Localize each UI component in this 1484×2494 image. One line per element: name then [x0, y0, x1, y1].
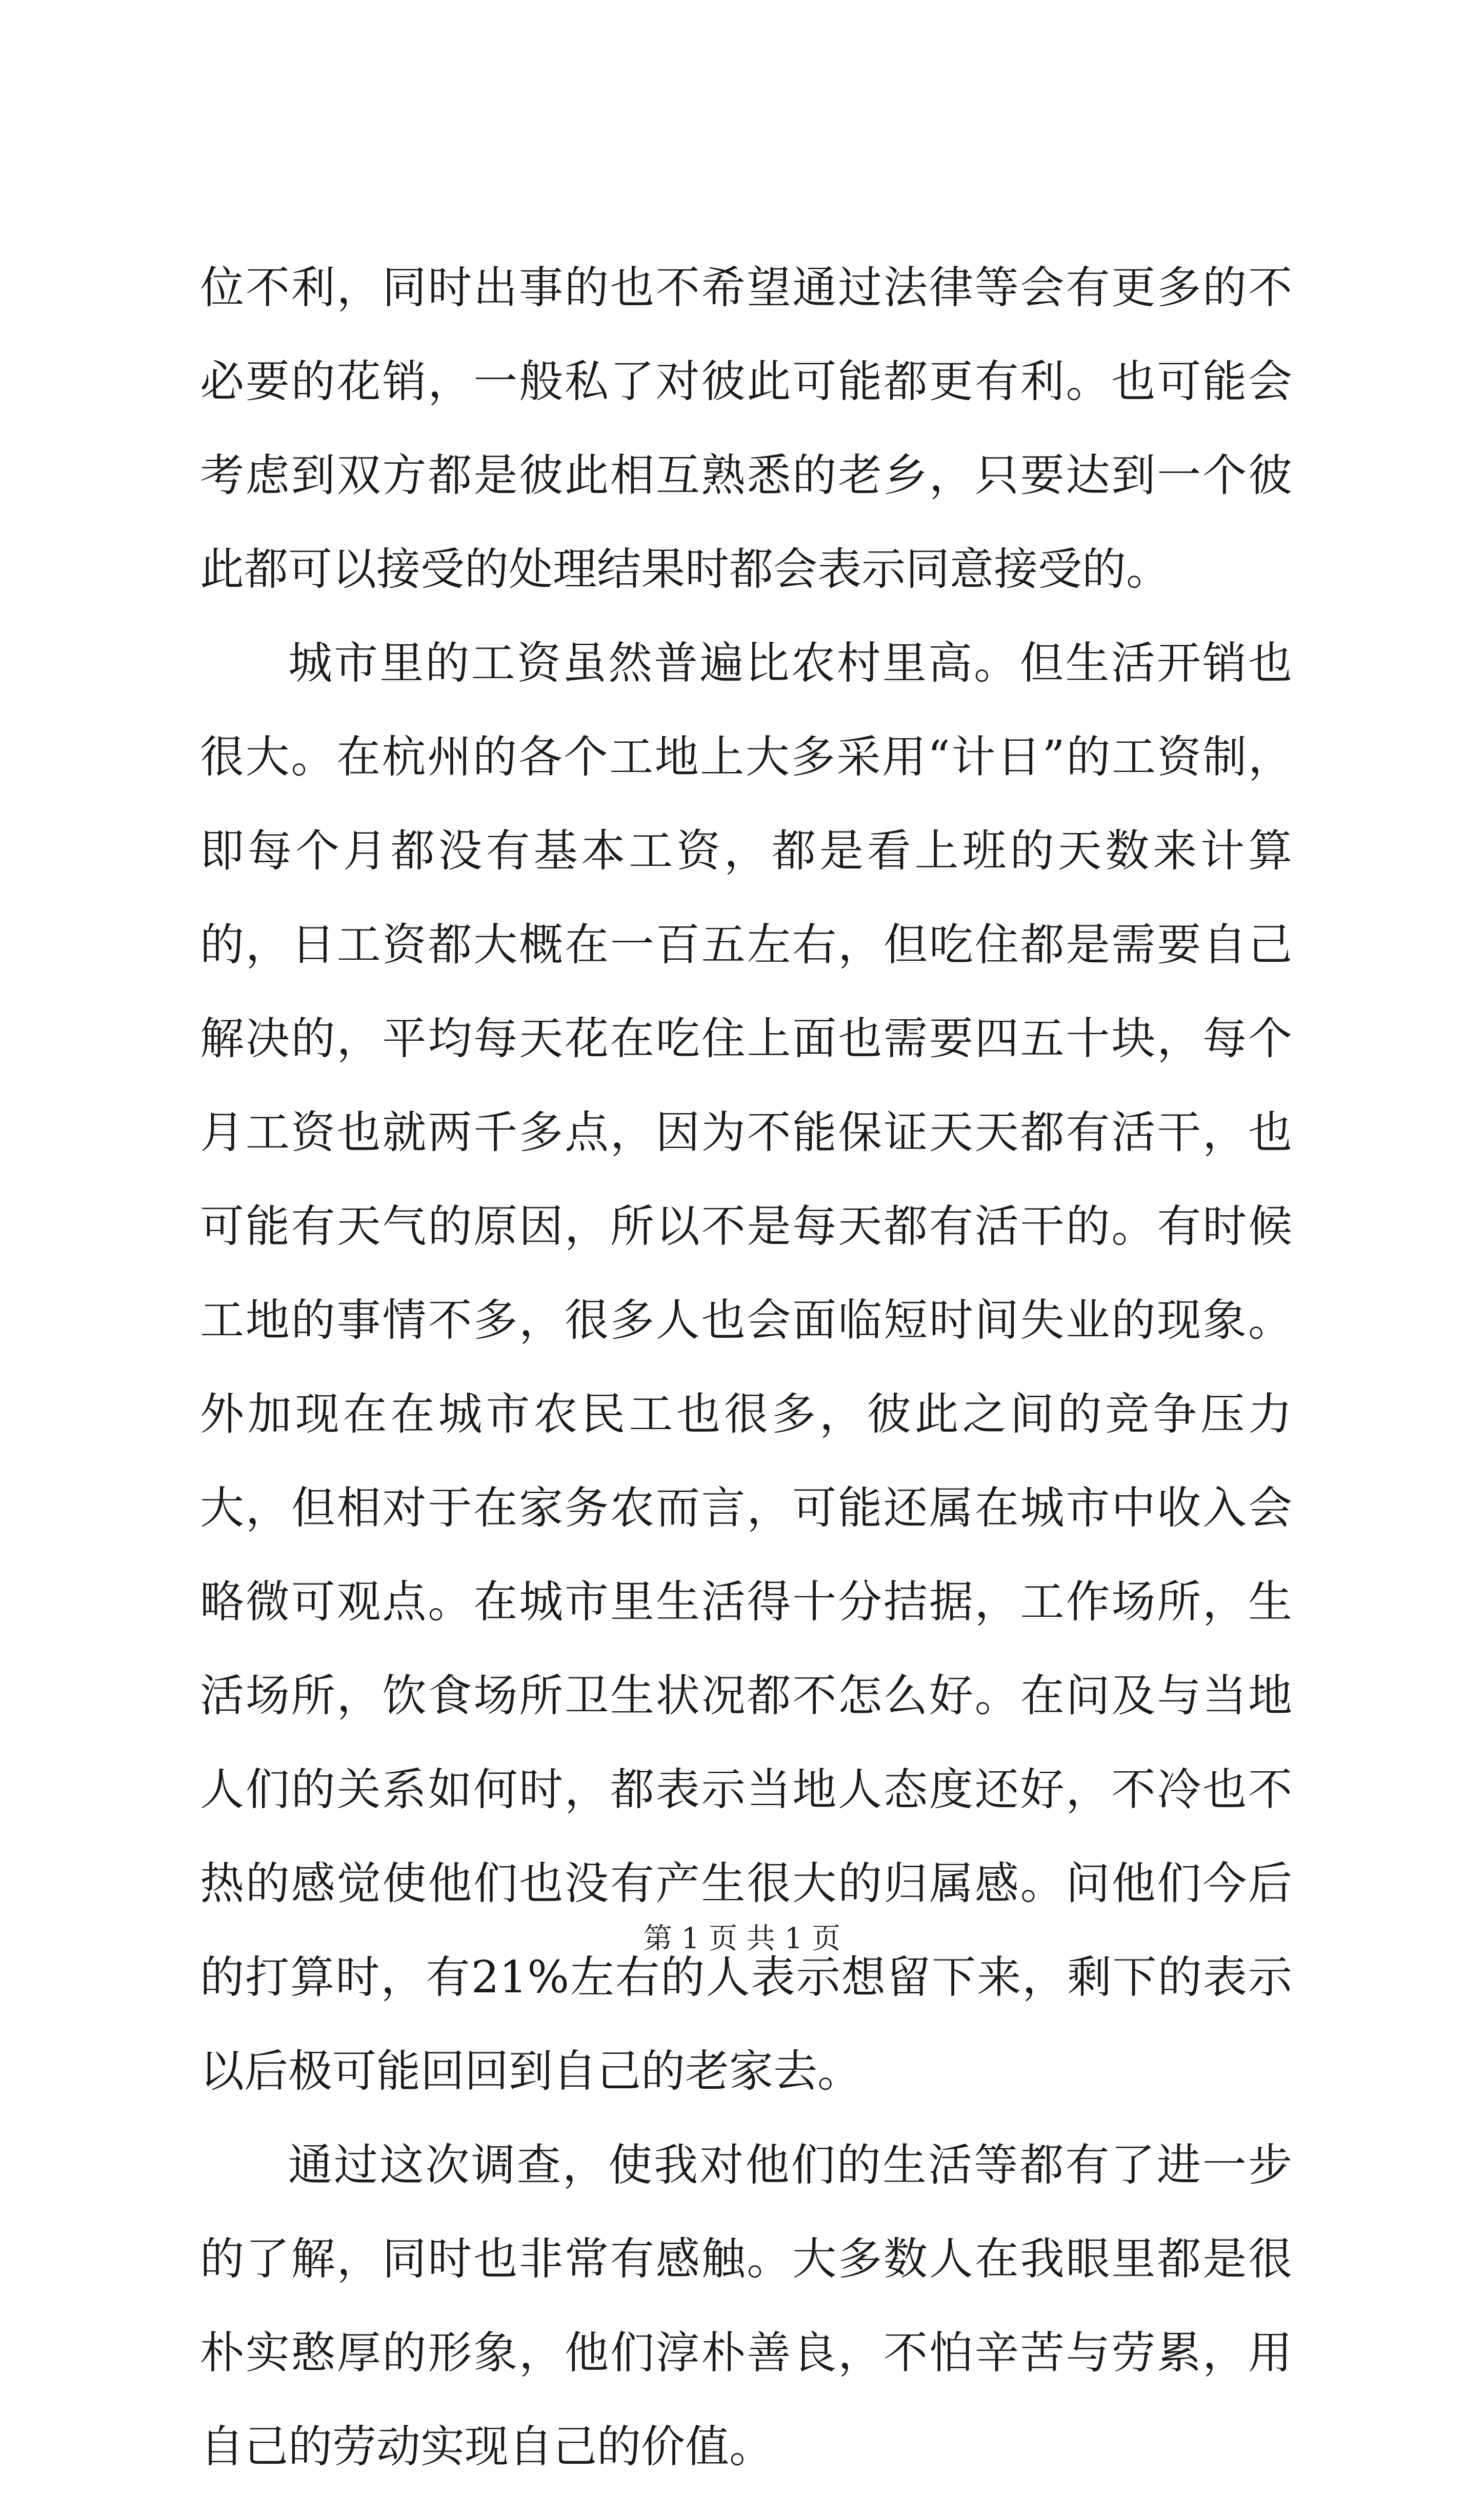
- paragraph-wages: 城市里的工资虽然普遍比农村里高。但生活开销也很大。在杭州的各个工地上大多采用“计日”的工资制，即每个月都没有基本工资，都是看上班的天数来计算的，日工资都大概在一百五左右，但吃住都是需要自己解决的，平均每天花在吃住上面也需要四五十块，每个月工资也就两千多点，因为不能保证天天都有活干，也可能有天气的原因，所以不是每天都有活干的。有时候工地的事情不多，很多人也会面临短时间失业的现象。外加现在在城市农民工也很多，彼此之间的竞争压力大，但相对于在家务农而言，可能还属在城市中收入会略微可观点。在城市里生活得十分拮据，工作场所，生活场所，饮食场所卫生状况都不怎么好。在问及与当地人们的关系如何时，都表示当地人态度还好，不冷也不热的感觉使他们也没有产生很大的归属感。问他们今后的打算时，有21%左右的人表示想留下来，剩下的表示以后极可能回回到自己的老家去。: [200, 638, 1292, 2097]
- paragraph-conclusion: 通过这次调查，使我对他们的生活等都有了进一步的了解，同时也非常有感触。大多数人在我眼里都是很朴实憨厚的形象，他们淳朴善良，不怕辛苦与劳累，用自己的劳动实现自己的价值。: [200, 2140, 1292, 2472]
- document-body: [200, 241, 1292, 2494]
- paragraph-continued: 位不利，同时出事的也不希望通过法律等会有更多的不必要的花销，一般私了对彼此可能都更有利。也可能会考虑到双方都是彼此相互熟悉的老乡，只要达到一个彼此都可以接受的处理结果时都会表示同意接受的。: [200, 262, 1292, 595]
- page-footer: 第 1 页 共 1 页: [643, 1922, 841, 1955]
